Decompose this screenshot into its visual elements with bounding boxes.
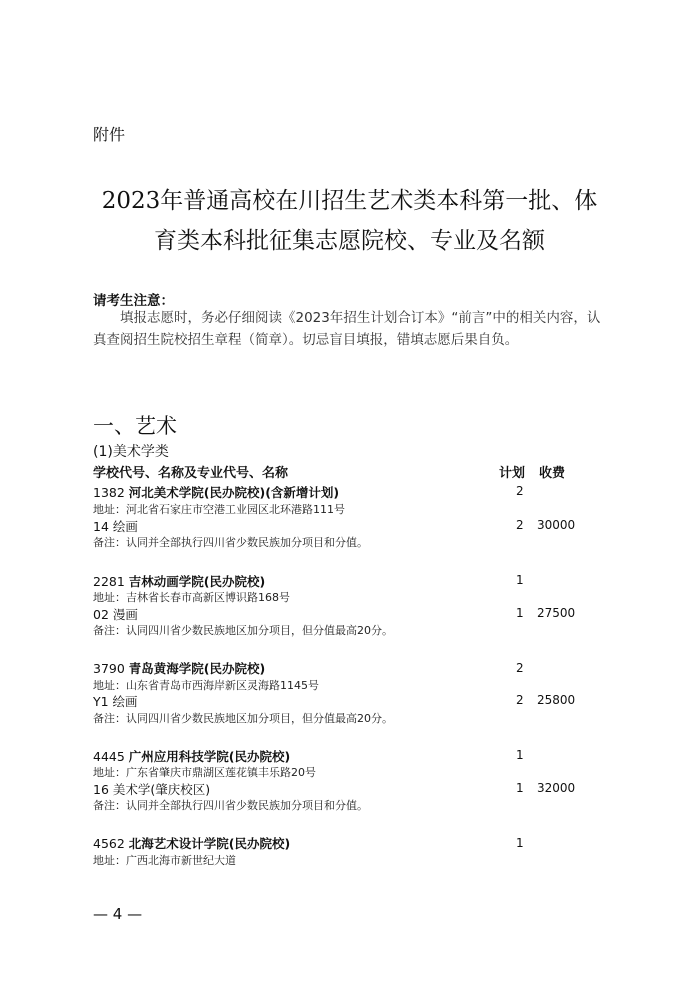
school-plan: 1 [516,573,524,587]
school-name: 河北美术学院(民办院校)(含新增计划) [128,485,340,500]
page-title-line1: 2023年普通高校在川招生艺术类本科第一批、体 [101,188,598,214]
major-plan: 1 [516,781,524,795]
major-name: 16 美术学(肇庆校区) [93,782,211,797]
major-name: 02 漫画 [93,607,138,622]
major-fee: 32000 [537,781,576,795]
school-name: 北海艺术设计学院(民办院校) [128,836,291,851]
school-entry [93,834,290,852]
school-name: 青岛黄海学院(民办院校) [128,661,266,676]
major-name: Y1 绘画 [93,694,138,709]
table-header-label: 学校代号、名称及专业代号、名称 [93,466,289,481]
major-plan: 2 [516,518,524,532]
notice-text: 填报志愿时，务必仔细阅读《2023年招生计划合订本》“前言”中的相关内容，认真查阅招生院校招生章程（简章）。切忌盲目填报，错填志愿后果自负。 [93,310,601,348]
major-plan: 2 [516,693,524,707]
school-note: 备注：认同四川省少数民族地区加分项目，但分值最高20分。 [93,624,393,637]
school-address: 地址：河北省石家庄市空港工业园区北环港路111号 [93,503,345,516]
school-address: 地址：山东省青岛市西海岸新区灵海路1145号 [93,679,319,692]
attachment-label: 附件 [93,125,126,144]
school-entry [93,572,265,590]
school-entry [93,747,290,765]
school-code: 4562 [93,836,125,851]
school-plan: 1 [516,836,524,850]
school-address: 地址：吉林省长春市高新区博识路168号 [93,591,290,604]
major-fee: 30000 [537,518,576,532]
major-fee: 27500 [537,606,576,620]
school-plan: 2 [516,661,524,675]
school-note: 备注：认同并全部执行四川省少数民族加分项目和分值。 [93,536,368,549]
school-entry [93,483,339,501]
school-note: 备注：认同并全部执行四川省少数民族加分项目和分值。 [93,799,368,812]
school-entry [93,659,265,677]
table-header-plan: 计划 [499,466,526,481]
school-code: 4445 [93,749,125,764]
school-plan: 1 [516,748,524,762]
school-address: 地址：广东省肇庆市鼎湖区莲花镇丰乐路20号 [93,766,316,779]
school-code: 2281 [93,574,125,589]
major-plan: 1 [516,606,524,620]
major-fee: 25800 [537,693,576,707]
school-code: 1382 [93,485,125,500]
school-address: 地址：广西北海市新世纪大道 [93,854,236,867]
page-number: — 4 — [93,905,143,923]
school-note: 备注：认同四川省少数民族地区加分项目，但分值最高20分。 [93,712,393,725]
major-name: 14 绘画 [93,519,138,534]
school-name: 广州应用科技学院(民办院校) [128,749,291,764]
school-name: 吉林动画学院(民办院校) [128,574,266,589]
subsection-title: (1)美术学类 [93,444,169,460]
page-title-line2: 育类本科批征集志愿院校、专业及名额 [154,228,545,254]
table-header-fee: 收费 [539,466,566,481]
notice-heading: 请考生注意： [93,293,174,309]
school-code: 3790 [93,661,125,676]
school-plan: 2 [516,484,524,498]
section-title: 一、艺术 [93,414,177,438]
